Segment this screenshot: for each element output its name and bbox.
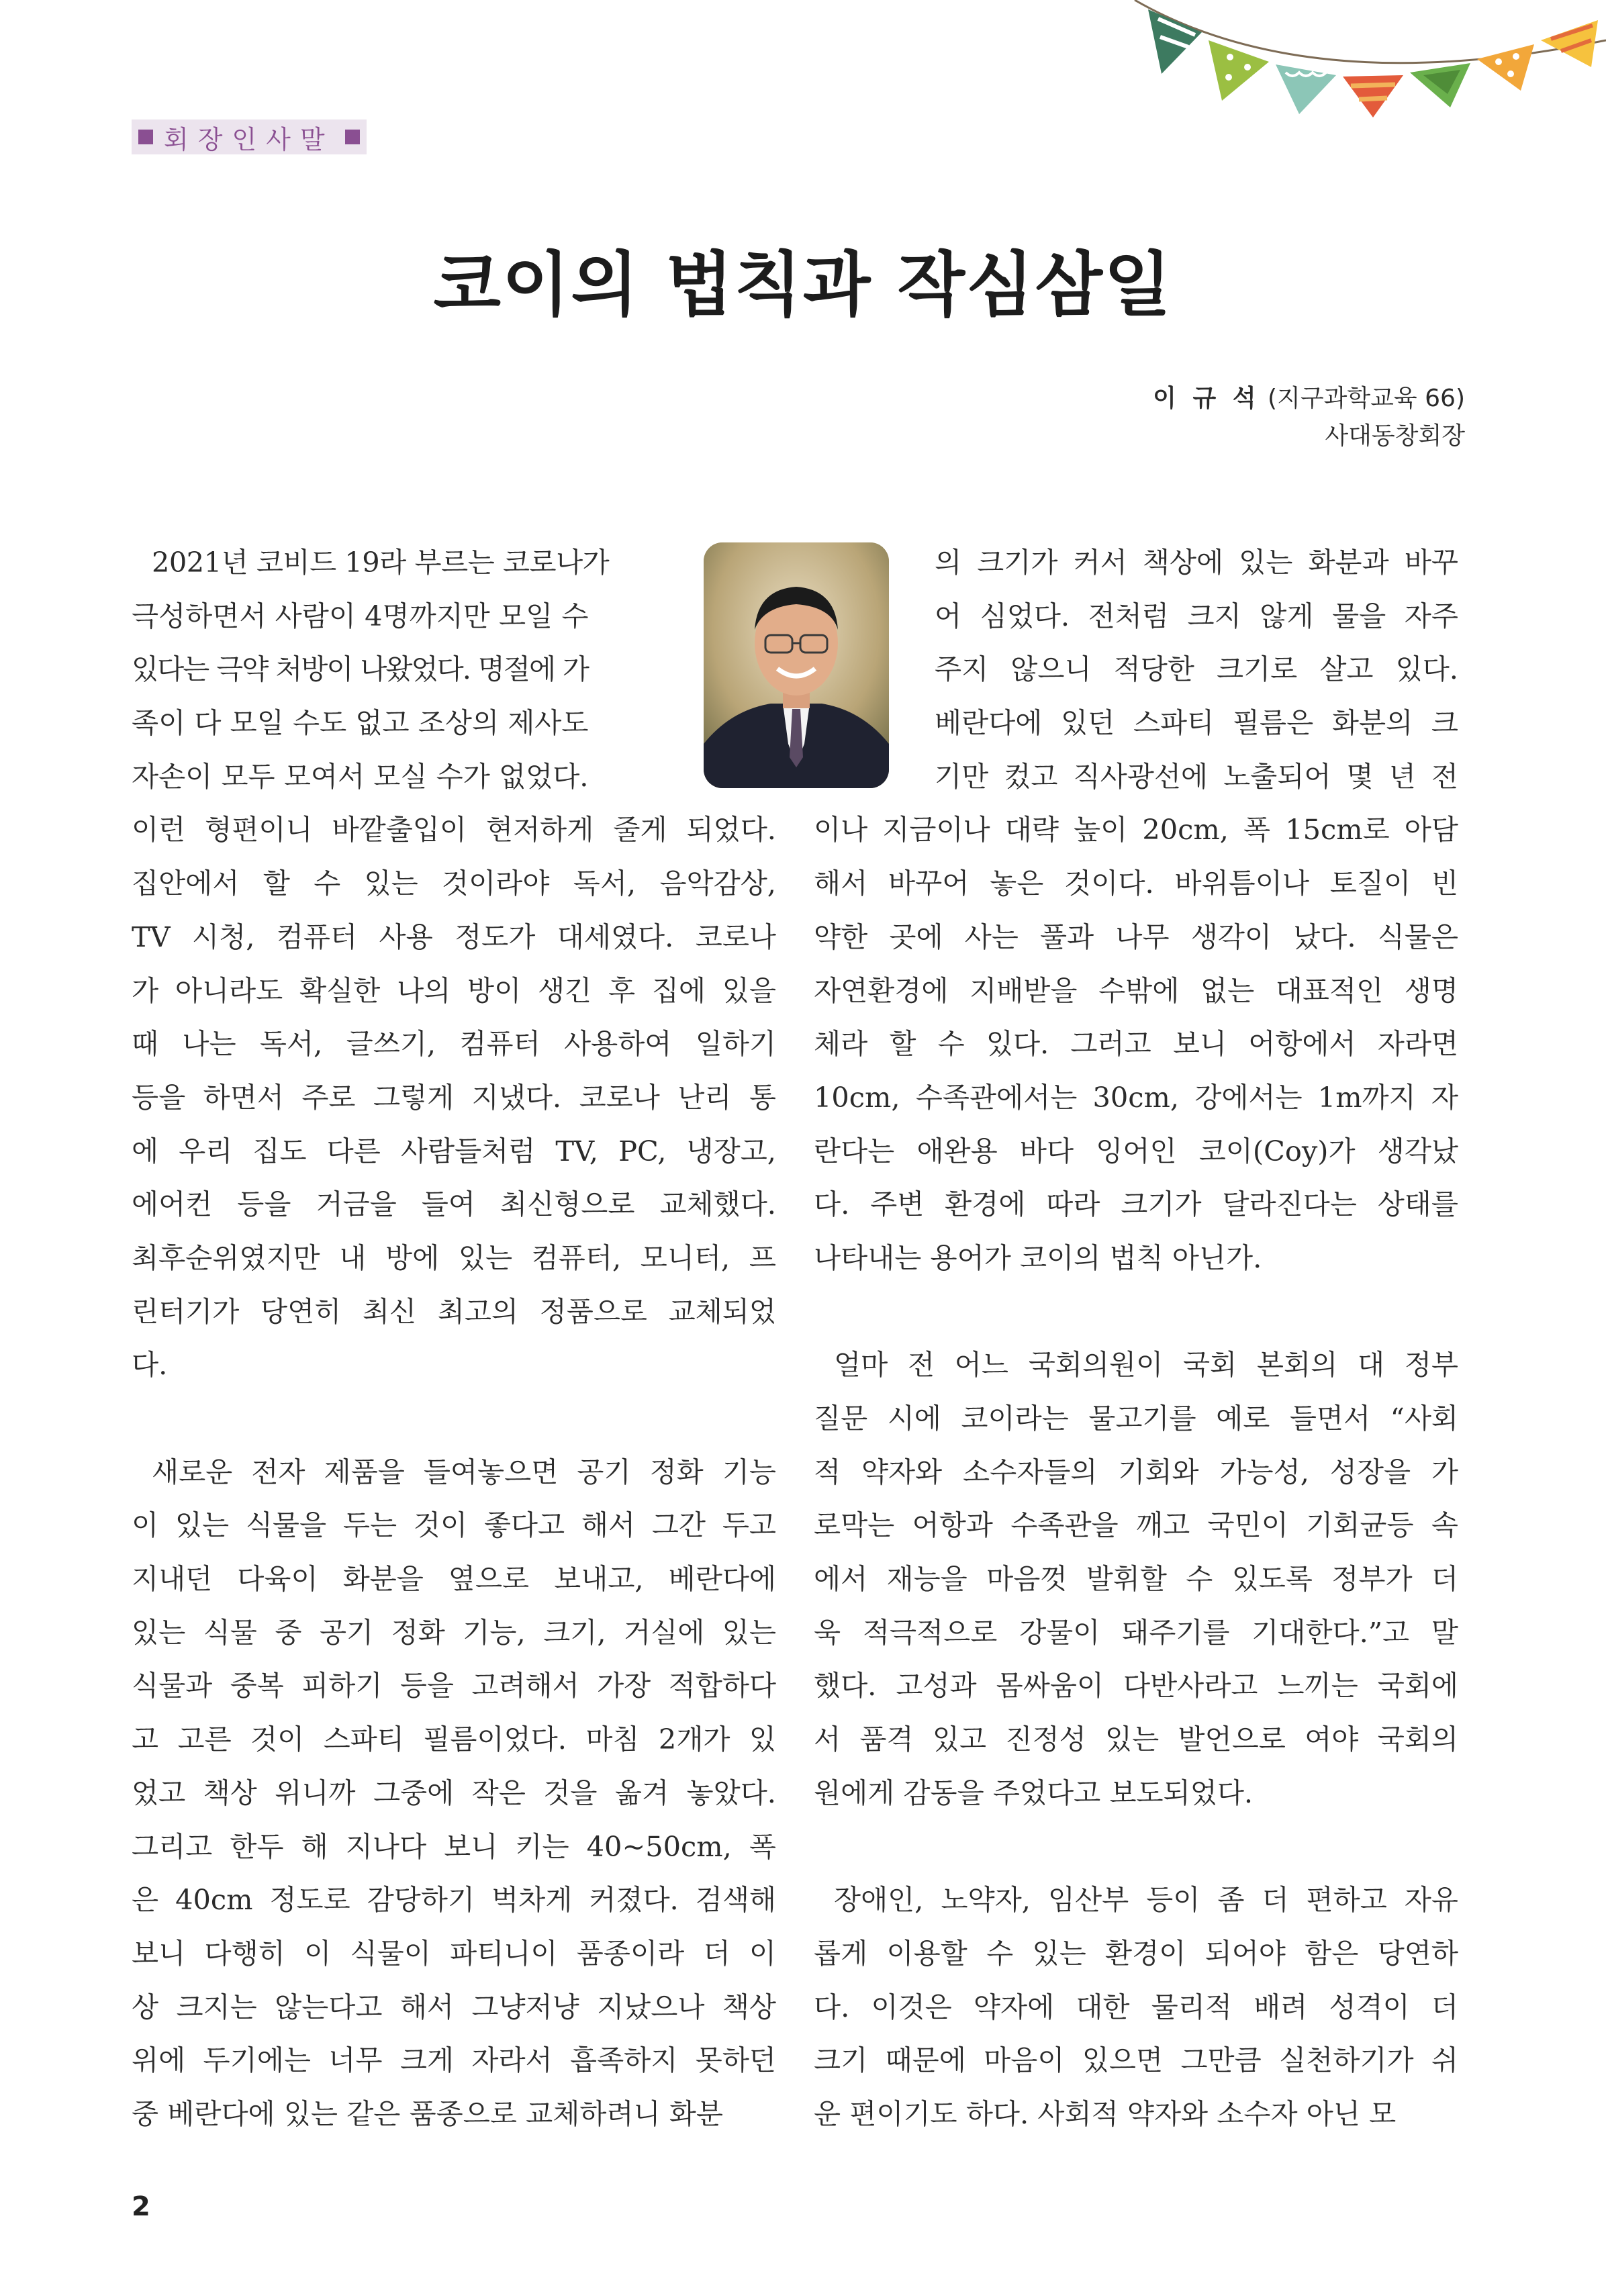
section-label-text: 회장인사말: [164, 124, 334, 154]
text-line: 원에게 감동을 주었다고 보도되었다.: [814, 1776, 1254, 1809]
author-name: 이 규 석: [1153, 385, 1260, 412]
text-line: 자손이 모두 모여서 모실 수가 없었다.: [132, 759, 589, 793]
text-line: 장애인, 노약자, 임산부 등이 좀 더 편하고 자유: [834, 1883, 1458, 1917]
bunting-flag-2: [1209, 40, 1269, 101]
left-column: [132, 536, 776, 2141]
text-line: 질문 시에 코이라는 물고기를 예로 들면서 “사회: [814, 1402, 1458, 1435]
bunting-flag-7: [1541, 20, 1598, 67]
author-block: [1153, 380, 1465, 455]
text-line: 서 품격 있고 진정성 있는 발언으로 여야 국회의: [814, 1723, 1458, 1756]
text-line: 베란다에 있던 스파티 필름은 화분의 크: [935, 706, 1458, 740]
bunting-flag-3: [1276, 64, 1336, 114]
text-line: 기만 컸고 직사광선에 노출되어 몇 년 전: [935, 759, 1458, 793]
label-square-left: [138, 130, 153, 144]
paragraph-gap: [814, 1820, 1458, 1874]
text-line: 중 베란다에 있는 같은 품종으로 교체하려니 화분: [132, 2097, 723, 2130]
article-title: 코이의 법칙과 작심삼일: [433, 244, 1173, 326]
section-label: [132, 119, 367, 154]
text-line: 이런 형편이니 바깥출입이 현저하게 줄게 되었다.: [132, 813, 776, 847]
author-role: 사대동창회장: [1325, 422, 1465, 450]
bunting-flag-1: [1148, 9, 1202, 74]
text-line: 2021년 코비드 19라 부르는 코로나가: [152, 546, 610, 579]
right-column: [814, 536, 1458, 2141]
text-line: 그리고 한두 해 지나다 보니 키는 40~50cm, 폭: [132, 1829, 776, 1863]
text-line: 다. 주변 환경에 따라 크기가 달라진다는 상태를: [814, 1188, 1458, 1221]
text-line: 자연환경에 지배받을 수밖에 없는 대표적인 생명: [814, 973, 1458, 1007]
text-line: 욱 적극적으로 강물이 돼주기를 기대한다.”고 말: [814, 1615, 1458, 1649]
text-line: 집안에서 할 수 있는 것이라야 독서, 음악감상,: [132, 867, 776, 900]
text-line: 족이 다 모일 수도 없고 조상의 제사도: [132, 706, 589, 740]
paragraph-gap: [132, 1392, 776, 1445]
page-number: 2: [132, 2191, 150, 2222]
text-line: 린터기가 당연히 최신 최고의 정품으로 교체되었: [132, 1294, 776, 1328]
text-line: 었고 책상 위니까 그중에 작은 것을 옮겨 놓았다.: [132, 1776, 776, 1809]
text-line: 의 크기가 커서 책상에 있는 화분과 바꾸: [935, 546, 1458, 579]
text-line: 에서 재능을 마음껏 발휘할 수 있도록 정부가 더: [814, 1562, 1458, 1596]
text-line: 에 우리 집도 다른 사람들처럼 TV, PC, 냉장고,: [132, 1134, 776, 1167]
text-line: 가 아니라도 확실한 나의 방이 생긴 후 집에 있을: [132, 973, 776, 1007]
text-line: 있는 식물 중 공기 정화 기능, 크기, 거실에 있는: [132, 1615, 776, 1649]
text-line: 주지 않으니 적당한 크기로 살고 있다.: [935, 653, 1458, 686]
text-line: 최후순위였지만 내 방에 있는 컴퓨터, 모니터, 프: [132, 1241, 776, 1274]
bunting-flag-5: [1410, 63, 1470, 107]
label-square-right: [345, 130, 360, 144]
text-line: 로막는 어항과 수족관을 깨고 국민이 기회균등 속: [814, 1509, 1458, 1542]
paragraph-gap: [814, 1285, 1458, 1339]
text-line: 10cm, 수족관에서는 30cm, 강에서는 1m까지 자: [814, 1080, 1458, 1114]
text-line: 했다. 고성과 몸싸움이 다반사라고 느끼는 국회에: [814, 1669, 1458, 1703]
author-affiliation: (지구과학교육 66): [1268, 385, 1465, 412]
text-line: 상 크지는 않는다고 해서 그냥저냥 지났으나 책상: [132, 1990, 776, 2023]
bunting-decoration: [0, 0, 1606, 134]
text-line: 때 나는 독서, 글쓰기, 컴퓨터 사용하여 일하기: [132, 1027, 776, 1061]
text-line: 극성하면서 사람이 4명까지만 모일 수: [132, 599, 589, 632]
text-line: 에어컨 등을 거금을 들여 최신형으로 교체했다.: [132, 1188, 776, 1221]
text-line: 나타내는 용어가 코이의 법칙 아닌가.: [814, 1241, 1262, 1274]
text-line: 고 고른 것이 스파티 필름이었다. 마침 2개가 있: [132, 1723, 776, 1756]
text-line: 롭게 이용할 수 있는 환경이 되어야 함은 당연하: [814, 1936, 1458, 1970]
text-line: 이 있는 식물을 두는 것이 좋다고 해서 그간 두고: [132, 1509, 776, 1542]
text-line: 체라 할 수 있다. 그러고 보니 어항에서 자라면: [814, 1027, 1458, 1061]
text-line: 이나 지금이나 대략 높이 20cm, 폭 15cm로 아담: [814, 813, 1458, 847]
text-line: 란다는 애완용 바다 잉어인 코이(Coy)가 생각났: [814, 1134, 1458, 1167]
bunting-flag-6: [1477, 44, 1534, 91]
text-line: 식물과 중복 피하기 등을 고려해서 가장 적합하다: [132, 1669, 776, 1703]
text-line: 은 40cm 정도로 감당하기 벅차게 커졌다. 검색해: [132, 1883, 776, 1917]
text-line: 어 심었다. 전처럼 크지 않게 물을 자주: [935, 599, 1458, 632]
text-line: 위에 두기에는 너무 크게 자라서 흡족하지 못하던: [132, 2044, 776, 2077]
text-line: TV 시청, 컴퓨터 사용 정도가 대세였다. 코로나: [132, 920, 776, 953]
text-line: 있다는 극약 처방이 나왔었다. 명절에 가: [132, 653, 588, 686]
bunting-flag-4: [1343, 75, 1403, 117]
text-line: 크기 때문에 마음이 있으면 그만큼 실천하기가 쉬: [814, 2044, 1458, 2077]
text-line: 얼마 전 어느 국회의원이 국회 본회의 대 정부: [834, 1348, 1458, 1382]
text-line: 다.: [132, 1348, 168, 1382]
text-line: 다. 이것은 약자에 대한 물리적 배려 성격이 더: [814, 1990, 1458, 2023]
text-line: 운 편이기도 하다. 사회적 약자와 소수자 아닌 모: [814, 2097, 1397, 2130]
text-line: 등을 하면서 주로 그렇게 지냈다. 코로나 난리 통: [132, 1080, 776, 1114]
text-line: 약한 곳에 사는 풀과 나무 생각이 났다. 식물은: [814, 920, 1458, 953]
text-line: 해서 바꾸어 놓은 것이다. 바위틈이나 토질이 빈: [814, 867, 1458, 900]
text-line: 적 약자와 소수자들의 기회와 가능성, 성장을 가: [814, 1455, 1458, 1488]
text-line: 지내던 다육이 화분을 옆으로 보내고, 베란다에: [132, 1562, 776, 1596]
text-line: 새로운 전자 제품을 들여놓으면 공기 정화 기능: [152, 1455, 776, 1488]
text-line: 보니 다행히 이 식물이 파티니이 품종이라 더 이: [132, 1936, 776, 1970]
